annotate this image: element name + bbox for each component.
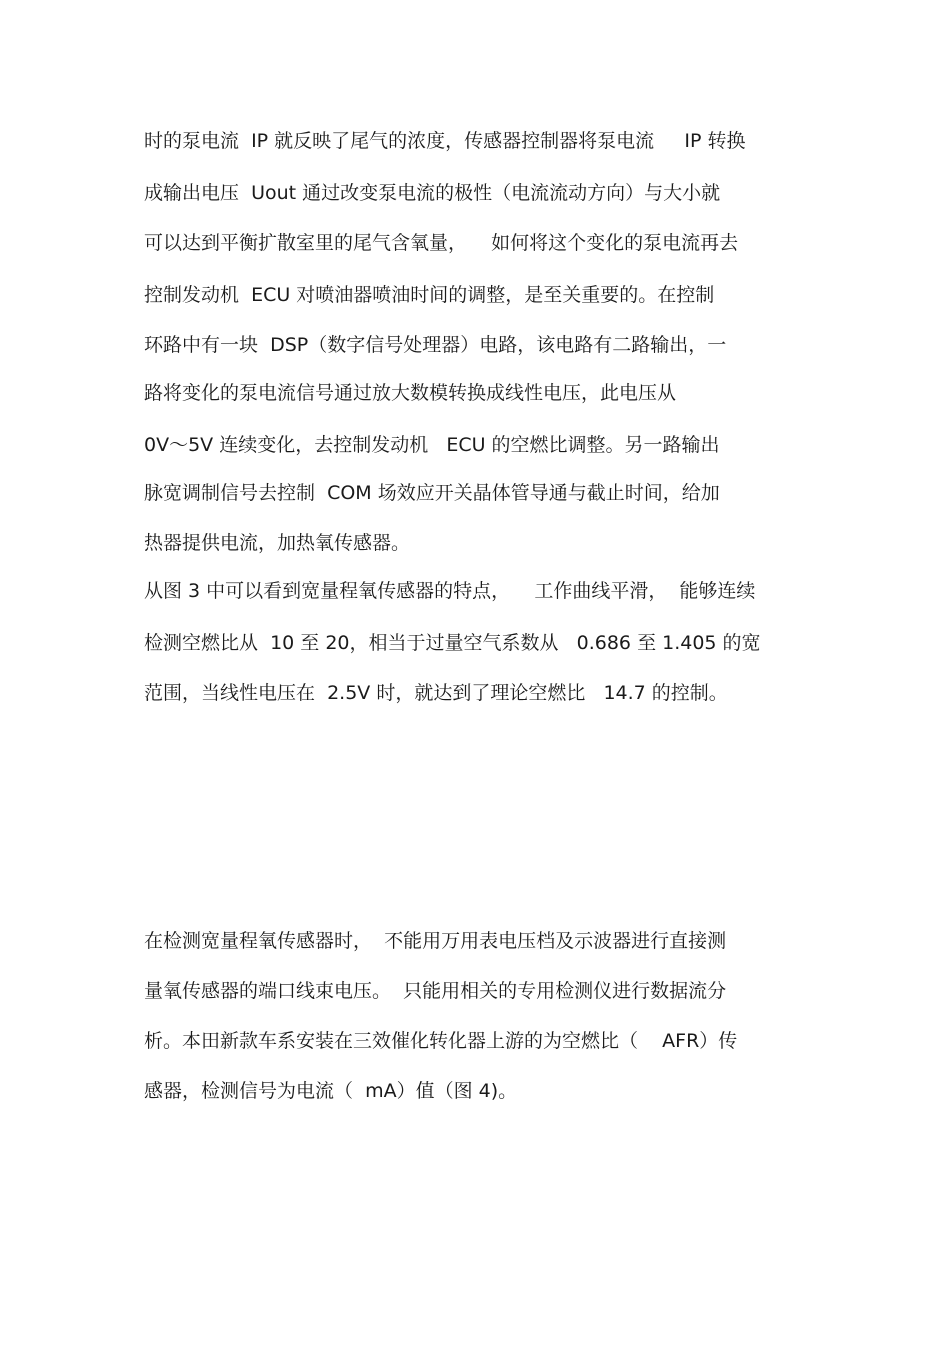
paragraph-line: 控制发动机 ECU 对喷油器喷油时间的调整，是至关重要的。在控制 <box>144 284 715 306</box>
paragraph-line: 量氧传感器的端口线束电压。 只能用相关的专用检测仪进行数据流分 <box>144 980 727 1002</box>
paragraph-line: 0V～5V 连续变化，去控制发动机 ECU 的空燃比调整。另一路输出 <box>144 434 720 456</box>
paragraph-line: 环路中有一块 DSP（数字信号处理器）电路，该电路有二路输出，一 <box>144 334 727 356</box>
paragraph-line: 析。本田新款车系安装在三效催化转化器上游的为空燃比（ AFR）传 <box>144 1030 738 1052</box>
paragraph-line: 在检测宽量程氧传感器时， 不能用万用表电压档及示波器进行直接测 <box>144 930 727 952</box>
paragraph-line: 路将变化的泵电流信号通过放大数模转换成线性电压，此电压从 <box>144 382 677 404</box>
paragraph-line: 成输出电压 Uout 通过改变泵电流的极性（电流流动方向）与大小就 <box>144 182 721 204</box>
paragraph-line: 范围，当线性电压在 2.5V 时，就达到了理论空燃比 14.7 的控制。 <box>144 682 728 704</box>
paragraph-line: 脉宽调制信号去控制 COM 场效应开关晶体管导通与截止时间，给加 <box>144 482 720 504</box>
paragraph-line: 检测空燃比从 10 至 20，相当于过量空气系数从 0.686 至 1.405 的宽 <box>144 632 761 654</box>
paragraph-line: 可以达到平衡扩散室里的尾气含氧量， 如何将这个变化的泵电流再去 <box>144 232 739 254</box>
paragraph-line: 感器，检测信号为电流（ mA）值（图 4)。 <box>144 1080 518 1102</box>
paragraph-line: 时的泵电流 IP 就反映了尾气的浓度，传感器控制器将泵电流 IP 转换 <box>144 130 746 152</box>
paragraph-line: 从图 3 中可以看到宽量程氧传感器的特点， 工作曲线平滑， 能够连续 <box>144 580 756 602</box>
paragraph-line: 热器提供电流，加热氧传感器。 <box>144 532 411 554</box>
